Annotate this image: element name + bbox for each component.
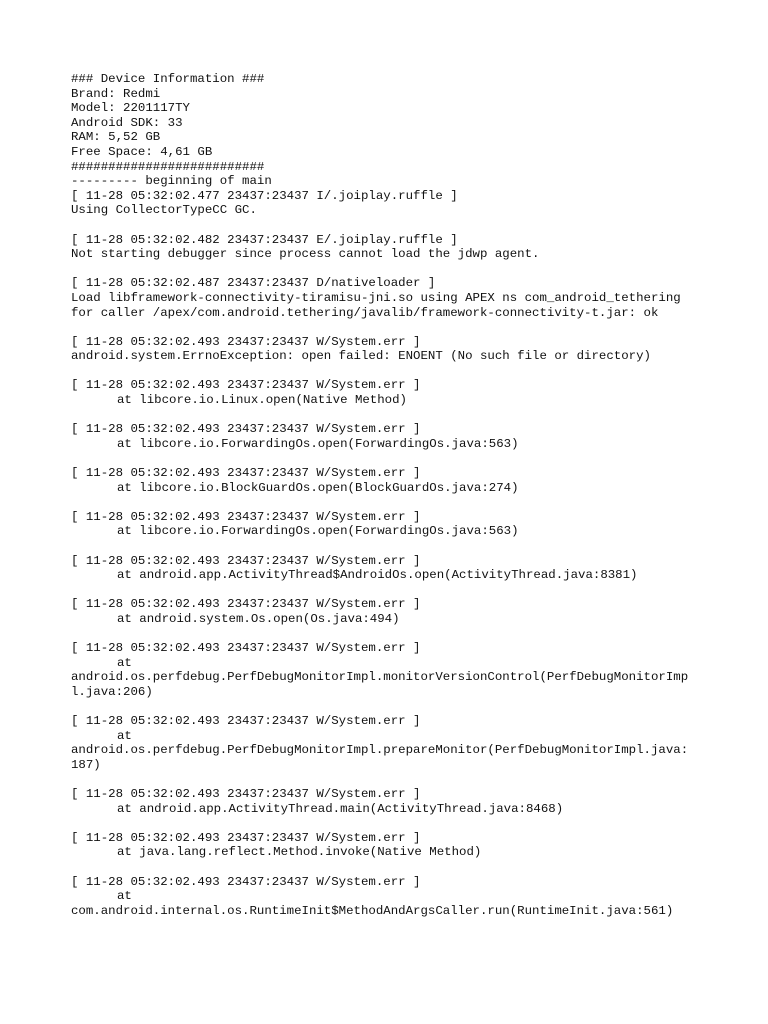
entry-spacer bbox=[71, 700, 751, 715]
entry-spacer bbox=[71, 408, 751, 423]
device-model: Model: 2201117TY bbox=[71, 101, 190, 116]
log-entry-header: [ 11-28 05:32:02.493 23437:23437 W/System.err ] bbox=[71, 714, 421, 729]
log-entry-header: [ 11-28 05:32:02.493 23437:23437 W/System.err ] bbox=[71, 553, 421, 568]
log-entry-header: [ 11-28 05:32:02.493 23437:23437 W/System.err ] bbox=[71, 378, 421, 393]
log-entry-header: [ 11-28 05:32:02.477 23437:23437 I/.joiplay.ruffle ] bbox=[71, 188, 458, 203]
entry-spacer bbox=[71, 218, 751, 233]
entry-spacer bbox=[71, 539, 751, 554]
device-brand: Brand: Redmi bbox=[71, 86, 161, 101]
device-ram: RAM: 5,52 GB bbox=[71, 130, 161, 145]
log-entry-header: [ 11-28 05:32:02.487 23437:23437 D/nativeloader ] bbox=[71, 276, 436, 291]
log-entry-message: at libcore.io.BlockGuardOs.open(BlockGuardOs.java:274) bbox=[117, 480, 519, 495]
log-document bbox=[71, 72, 751, 918]
log-entry bbox=[71, 831, 751, 860]
log-entry-message: l.java:206) bbox=[71, 684, 153, 699]
log-entry-message: com.android.internal.os.RuntimeInit$MethodAndArgsCaller.run(RuntimeInit.java:561) bbox=[71, 903, 674, 918]
log-entry-message: android.os.perfdebug.PerfDebugMonitorImpl.monitorVersionControl(PerfDebugMonitorImp bbox=[71, 670, 689, 685]
log-entry bbox=[71, 378, 751, 407]
log-entry-message: Not starting debugger since process cannot load the jdwp agent. bbox=[71, 247, 540, 262]
log-entry-message: at android.system.Os.open(Os.java:494) bbox=[117, 611, 400, 626]
entry-spacer bbox=[71, 773, 751, 788]
log-entry-message: for caller /apex/com.android.tethering/javalib/framework-connectivity-t.jar: ok bbox=[71, 305, 659, 320]
log-entry-message: at libcore.io.Linux.open(Native Method) bbox=[117, 393, 407, 408]
log-entry bbox=[71, 466, 751, 495]
log-entry-header: [ 11-28 05:32:02.493 23437:23437 W/System.err ] bbox=[71, 334, 421, 349]
log-entry bbox=[71, 875, 751, 919]
entry-spacer bbox=[71, 262, 751, 277]
log-entry bbox=[71, 554, 751, 583]
device-info-footer: ########################## bbox=[71, 159, 265, 174]
log-entry bbox=[71, 189, 751, 218]
entry-spacer bbox=[71, 860, 751, 875]
log-entry bbox=[71, 422, 751, 451]
entry-spacer bbox=[71, 451, 751, 466]
log-entry-at: at bbox=[117, 728, 132, 743]
log-entry bbox=[71, 335, 751, 364]
log-entry-header: [ 11-28 05:32:02.493 23437:23437 W/System.err ] bbox=[71, 422, 421, 437]
device-sdk: Android SDK: 33 bbox=[71, 115, 183, 130]
log-entries bbox=[71, 189, 751, 919]
log-entry bbox=[71, 233, 751, 262]
entry-spacer bbox=[71, 320, 751, 335]
log-entry-message: at libcore.io.ForwardingOs.open(ForwardingOs.java:563) bbox=[117, 436, 519, 451]
log-entry-at: at bbox=[117, 889, 132, 904]
log-entry-header: [ 11-28 05:32:02.493 23437:23437 W/System.err ] bbox=[71, 466, 421, 481]
log-entry-message: at libcore.io.ForwardingOs.open(ForwardingOs.java:563) bbox=[117, 524, 519, 539]
log-entry-message: android.system.ErrnoException: open failed: ENOENT (No such file or directory) bbox=[71, 349, 651, 364]
log-entry-header: [ 11-28 05:32:02.493 23437:23437 W/System.err ] bbox=[71, 597, 421, 612]
log-entry-header: [ 11-28 05:32:02.482 23437:23437 E/.joiplay.ruffle ] bbox=[71, 232, 458, 247]
log-entry-message: at java.lang.reflect.Method.invoke(Native Method) bbox=[117, 845, 482, 860]
log-entry-message: Load libframework-connectivity-tiramisu-jni.so using APEX ns com_android_tethering bbox=[71, 290, 681, 305]
log-entry-message: android.os.perfdebug.PerfDebugMonitorImpl.prepareMonitor(PerfDebugMonitorImpl.java: bbox=[71, 743, 689, 758]
log-entry-message: at android.app.ActivityThread.main(ActivityThread.java:8468) bbox=[117, 801, 564, 816]
log-entry bbox=[71, 714, 751, 772]
log-entry-message: at android.app.ActivityThread$AndroidOs.open(ActivityThread.java:8381) bbox=[117, 568, 638, 583]
log-entry-header: [ 11-28 05:32:02.493 23437:23437 W/System.err ] bbox=[71, 641, 421, 656]
log-entry-header: [ 11-28 05:32:02.493 23437:23437 W/System.err ] bbox=[71, 830, 421, 845]
log-beginning-marker: --------- beginning of main bbox=[71, 174, 272, 189]
log-entry-header: [ 11-28 05:32:02.493 23437:23437 W/System.err ] bbox=[71, 874, 421, 889]
log-entry bbox=[71, 787, 751, 816]
entry-spacer bbox=[71, 583, 751, 598]
entry-spacer bbox=[71, 627, 751, 642]
log-entry bbox=[71, 276, 751, 320]
entry-spacer bbox=[71, 364, 751, 379]
device-info-header: ### Device Information ### bbox=[71, 72, 265, 86]
device-info-block bbox=[71, 72, 751, 189]
device-free-space: Free Space: 4,61 GB bbox=[71, 144, 213, 159]
log-entry bbox=[71, 597, 751, 626]
log-entry-header: [ 11-28 05:32:02.493 23437:23437 W/System.err ] bbox=[71, 509, 421, 524]
log-entry-at: at bbox=[117, 655, 132, 670]
log-entry-message: Using CollectorTypeCC GC. bbox=[71, 203, 257, 218]
log-entry bbox=[71, 510, 751, 539]
log-entry-header: [ 11-28 05:32:02.493 23437:23437 W/System.err ] bbox=[71, 787, 421, 802]
entry-spacer bbox=[71, 816, 751, 831]
log-entry-message: 187) bbox=[71, 757, 101, 772]
log-entry bbox=[71, 641, 751, 699]
entry-spacer bbox=[71, 495, 751, 510]
